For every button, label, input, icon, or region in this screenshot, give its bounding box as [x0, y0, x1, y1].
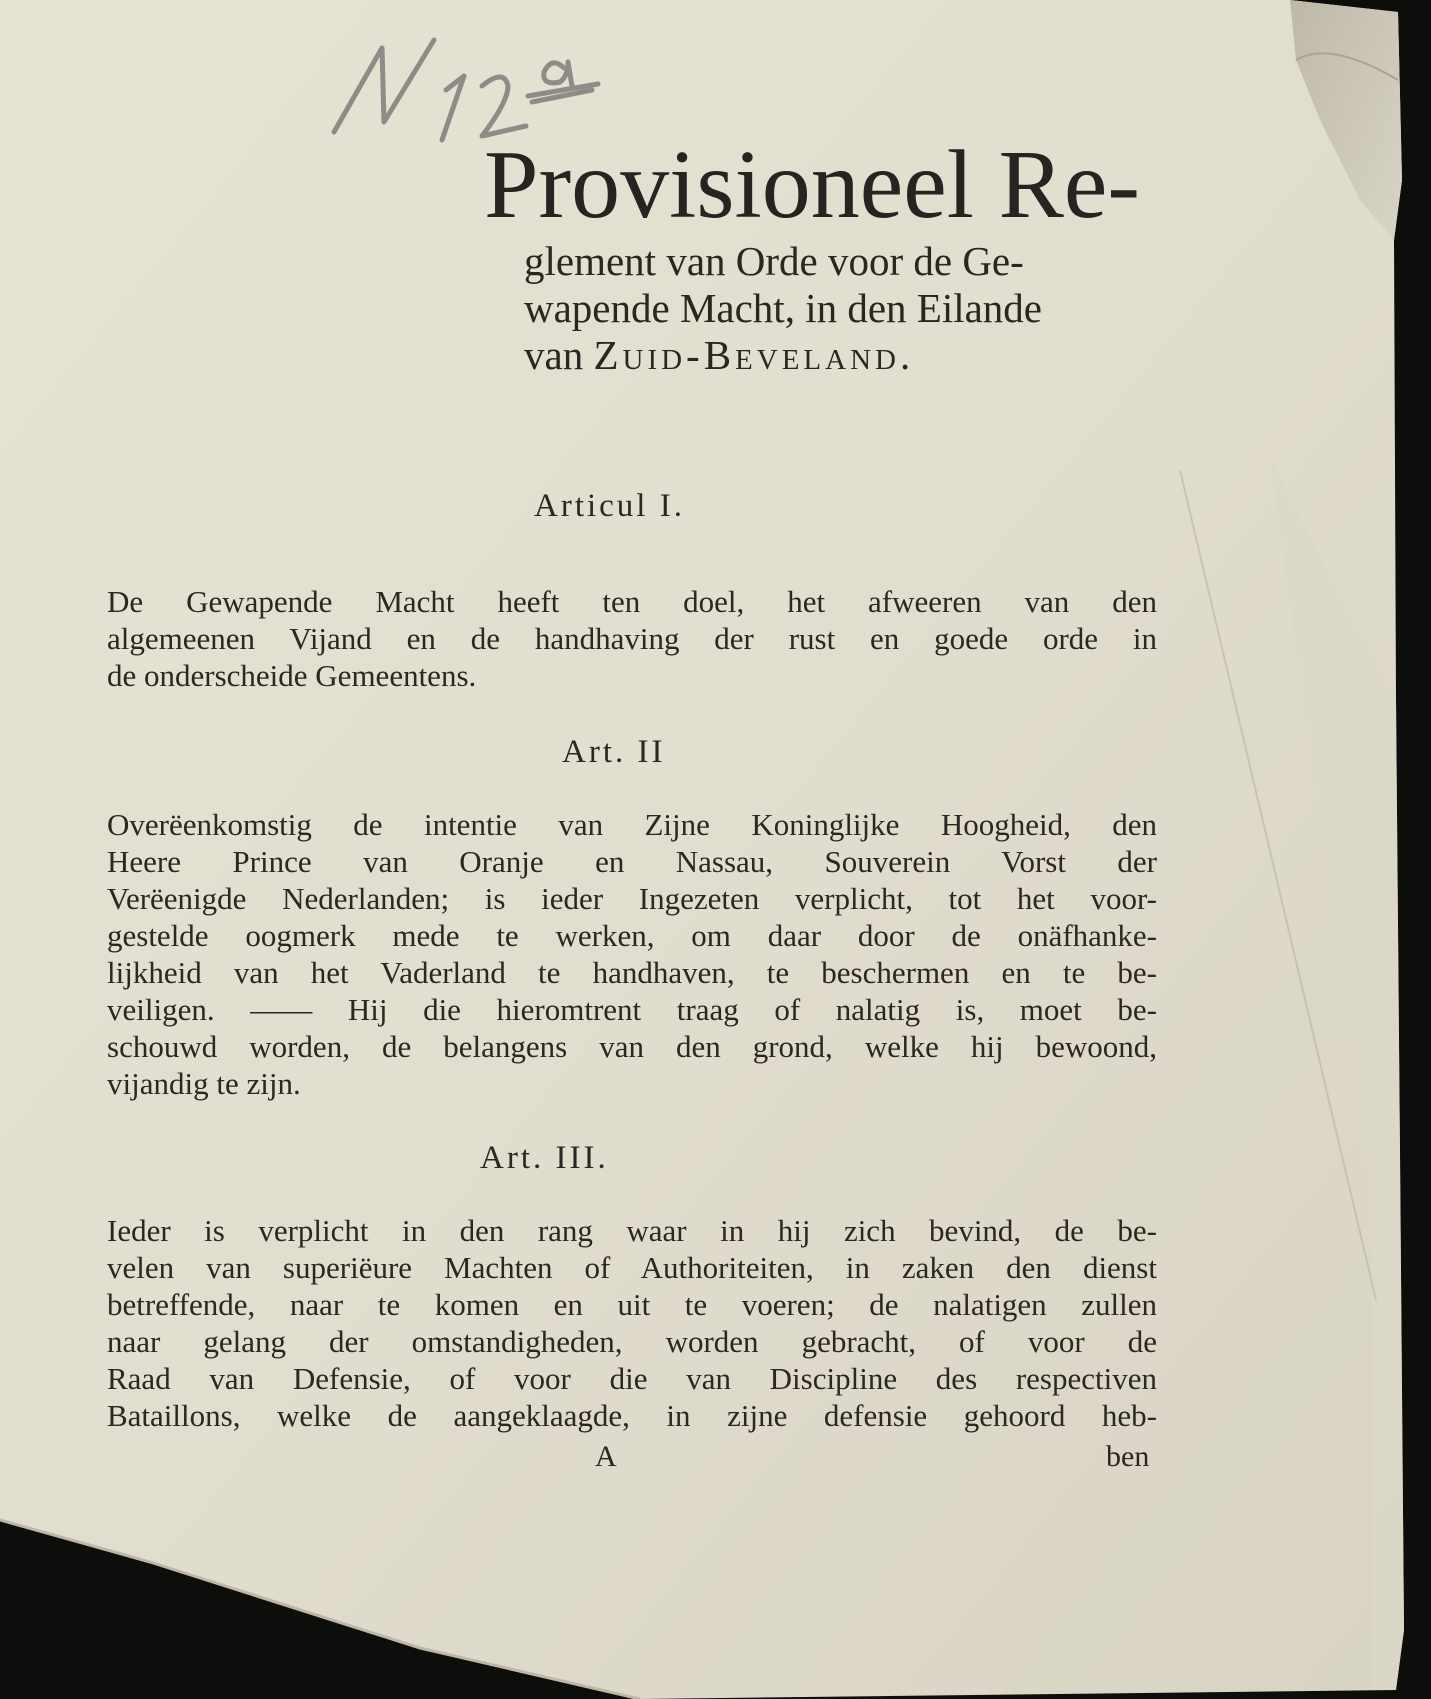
- article-3-line-6: Bataillons, welke de aangeklaagde, in zijne defensie gehoord heb-: [107, 1398, 1157, 1433]
- article-1-heading: Articul I.: [534, 488, 685, 524]
- title-line-3-caps: Zuid-Beveland.: [593, 332, 915, 378]
- article-3-line-3: betreffende, naar te komen en uit te voeren; de nalatigen zullen: [107, 1287, 1157, 1322]
- catchword: ben: [1106, 1440, 1150, 1473]
- article-2-line-8: vijandig te zijn.: [107, 1066, 301, 1101]
- signature-mark: A: [595, 1440, 617, 1473]
- title-line-3: [524, 332, 1042, 379]
- article-2-line-2: Heere Prince van Oranje en Nassau, Souverein Vorst der: [107, 844, 1157, 879]
- title-line-3-prefix: van: [524, 332, 584, 378]
- article-1-line-1: De Gewapende Macht heeft ten doel, het afweeren van den: [107, 584, 1157, 619]
- article-2-heading: Art. II: [562, 734, 666, 770]
- article-2-line-5: lijkheid van het Vaderland te handhaven, te beschermen en te be-: [107, 955, 1157, 990]
- article-2-line-3: Verëenigde Nederlanden; is ieder Ingezeten verplicht, tot het voor-: [107, 881, 1157, 916]
- article-1-line-2: algemeenen Vijand en de handhaving der rust en goede orde in: [107, 621, 1157, 656]
- title-subtitle: [524, 238, 1042, 379]
- title-line-2: wapende Macht, in den Eilande: [524, 285, 1043, 331]
- article-3-text: [107, 1212, 1157, 1434]
- article-2-line-1: Overëenkomstig de intentie van Zijne Koninglijke Hoogheid, den: [107, 807, 1157, 842]
- article-3-line-1: Ieder is verplicht in den rang waar in hij zich bevind, de be-: [107, 1213, 1157, 1248]
- article-1-text: [107, 583, 1157, 694]
- article-2-line-6: veiligen. —— Hij die hieromtrent traag of nalatig is, moet be-: [107, 992, 1157, 1027]
- article-3-line-4: naar gelang der omstandigheden, worden gebracht, of voor de: [107, 1324, 1157, 1359]
- article-2-line-4: gestelde oogmerk mede te werken, om daar door de onäfhanke-: [107, 918, 1157, 953]
- article-3-line-5: Raad van Defensie, of voor die van Discipline des respectiven: [107, 1361, 1157, 1396]
- page-title: Provisioneel Re-: [484, 131, 1140, 239]
- article-1-line-3: de onderscheide Gemeentens.: [107, 658, 477, 693]
- article-2-line-7: schouwd worden, de belangens van den grond, welke hij bewoond,: [107, 1029, 1157, 1064]
- article-3-line-2: velen van superiëure Machten of Authoriteiten, in zaken den dienst: [107, 1250, 1157, 1285]
- title-line-1: glement van Orde voor de Ge-: [524, 238, 1024, 284]
- article-2-text: [107, 806, 1157, 1102]
- article-3-heading: Art. III.: [480, 1140, 609, 1176]
